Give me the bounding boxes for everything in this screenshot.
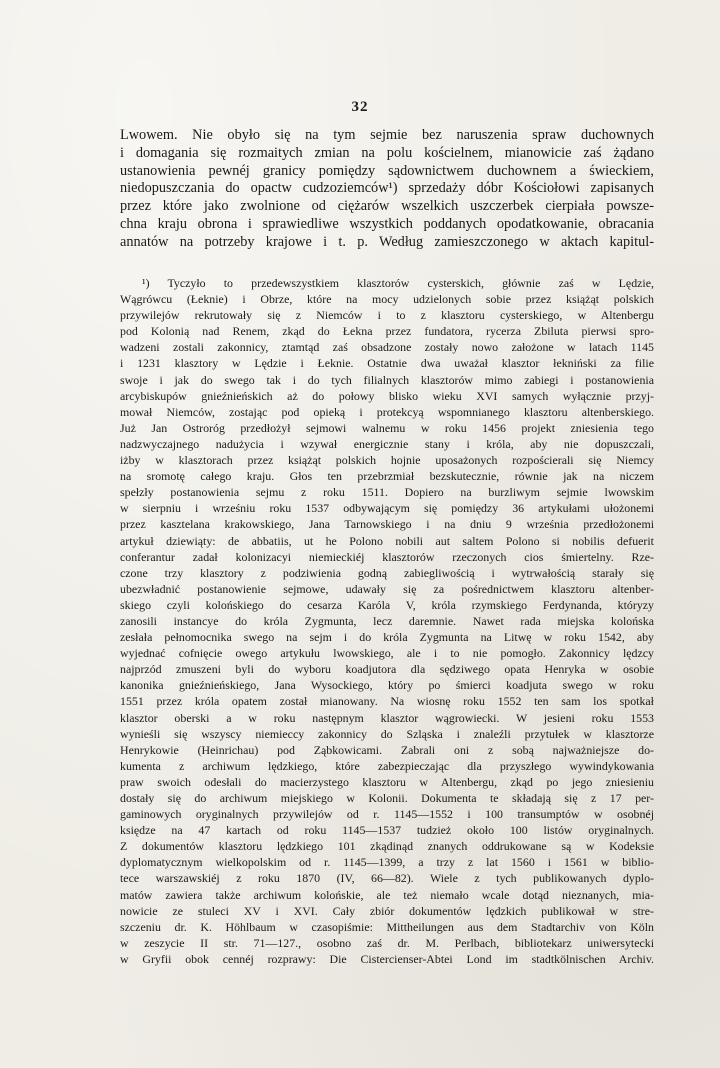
- page-number: 32: [351, 99, 369, 115]
- footnote-line: kanonika gnieźnieńskiego, Jana Wysockiego, który po śmierci koadjuta swego w roku: [120, 678, 654, 693]
- footnote-line: najprzód zmuszeni byli do wyboru koadjutora dla sędziwego opata Henryka w osobie: [120, 662, 654, 677]
- footnote-line: na sromotę całego kraju. Głos ten przebrzmiał bezskutecznie, równie jak na niczem: [120, 469, 654, 484]
- footnote-line: mował Niemców, zostając pod opieką i protekcyą wspomnianego klasztoru altenberskiego.: [120, 404, 654, 419]
- footnote-line: pod Kolonią nad Renem, zkąd do Łekna przez fundatora, rycerza Zbiluta pierwsi spro-: [120, 324, 654, 339]
- main-text-line: i domagania się rozmaitych zmian na polu kościelnem, mianowicie zaś żądano: [120, 144, 654, 161]
- footnote-line: ubezwładnić postanowienie sejmowe, udawały się za pośrednictwem klasztoru altenber-: [120, 581, 654, 596]
- footnote-line: w Gryfii obok cennéj rozprawy: Die Cistercienser-Abtei Lond im stadtkölnischen Archiv.: [120, 951, 654, 966]
- footnote-line: w zeszycie II str. 71—127., osobno zaś dr. M. Perlbach, bibliotekarz uniwersytecki: [120, 935, 654, 950]
- main-text-line: chna kraju obrona i sprawiedliwe wszystkich poddanych opodatkowanie, obracania: [120, 215, 654, 232]
- footnote-line: gaminowych oryginalnych przywilejów od r. 1145—1552 i 100 transumptów w osobnéj: [120, 807, 654, 822]
- main-text-line: annatów na potrzeby krajowe i t. p. Według zamieszczonego w aktach kapitul-: [120, 233, 654, 250]
- footnote-line: wadzeni zostali zakonnicy, ztamtąd zaś obsadzone zostały nowo założone w latach 1145: [120, 340, 654, 355]
- footnote-line: księdze na 47 kartach od roku 1145—1537 tudzież około 100 listów oryginalnych.: [120, 823, 654, 838]
- footnote-line: arcybiskupów gnieźnieńskich aż do połowy blisko wieku XVI samych wyłącznie przyj-: [120, 388, 654, 403]
- footnote-line: tece warszawskiéj z roku 1870 (IV, 66—82). Wiele z tych publikowanych dyplo-: [120, 871, 654, 886]
- main-text-line: niedopuszczania do opactw cudzoziemców¹) sprzedaży dóbr Kościołowi zapisanych: [120, 180, 654, 197]
- footnote-line: nadzwyczajnego nadużycia i wzywał energicznie stany i króla, aby nie dopuszczali,: [120, 436, 654, 451]
- footnote-line: skiego czyli kolońskiego do cesarza Karóla V, króla rzymskiego Ferdynanda, któryzy: [120, 597, 654, 612]
- footnote-line: artykuł dziewiąty: de abbatiis, ut he Polono nobili aut saltem Polono si nobilis defuerit: [120, 533, 654, 548]
- footnote-block: [120, 275, 654, 967]
- footnote-line: conferantur zadał kolonizacyi niemieckiéj klasztorów rzeczonych cios śmiertelny. Rze-: [120, 549, 654, 564]
- footnote-line: nowicie ze stuleci XV i XVI. Cały zbiór dokumentów lędzkich publikował w stre-: [120, 903, 654, 918]
- main-text-line: przez które jako zwolnione od ciężarów wszelkich uszczerbek cierpiała powsze-: [120, 198, 654, 215]
- footnote-line: iżby w klasztorach przez książąt polskich hojnie uposażonych rozpościerali się Niemcy: [120, 453, 654, 468]
- footnote-line: wyjednać cofnięcie owego artykułu lwowskiego, ale i to nie pomogło. Zakonnicy lędzcy: [120, 646, 654, 661]
- footnote-line: w sierpniu i wrześniu roku 1537 odbywającym się pomiędzy 36 artykułami ułożonemi: [120, 501, 654, 516]
- footnote-line: Wągrówcu (Łeknie) i Obrze, które na mocy udzielonych sobie przez książąt polskich: [120, 292, 654, 307]
- main-text-line: Lwowem. Nie obyło się na tym sejmie bez naruszenia spraw duchownych: [120, 127, 654, 143]
- footnote-line: zanosili instancye do króla Zygmunta, lecz daremnie. Nawet rada miejska kolońska: [120, 613, 654, 628]
- footnote-line: 1551 przez króla opatem został mianowany. Na wiosnę roku 1552 ten sam los spotkał: [120, 694, 654, 709]
- footnote-line: i 1231 klasztory w Lędzie i Łeknie. Ostatnie dwa uważał klasztor łekniński za filie: [120, 356, 654, 371]
- footnote-line: przywilejów rekrutowały się z Niemców i to z klasztoru cysterskiego, w Altenbergu: [120, 308, 654, 323]
- main-text-block: [120, 127, 654, 252]
- footnote-line: kumenta z archiwum lędzkiego, które zabezpieczając dla przyszłego wywindykowania: [120, 758, 654, 773]
- footnote-line: dostały się do archiwum miejskiego w Kolonii. Dokumenta te składają się z 17 per-: [120, 791, 654, 805]
- main-text-line: ustanowienia pewnéj granicy pomiędzy sądownictwem duchownem a świeckiem,: [120, 162, 654, 179]
- footnote-line: swoje i jak do swego tak i do tych filialnych klasztorów mimo zabiegi i postanowienia: [120, 372, 654, 387]
- footnote-line: Już Jan Ostroróg przedłożył sejmowi walnemu w roku 1456 projekt zniesienia tego: [120, 420, 654, 435]
- footnote-line: ¹) Tyczyło to przedewszystkiem klasztorów cysterskich, głównie zaś w Lędzie,: [142, 276, 654, 290]
- footnote-line: spełzły postanowienia sejmu z roku 1511. Dopiero na burzliwym sejmie lwowskim: [120, 485, 654, 500]
- footnote-line: szczeniu dr. K. Höhlbaum w czasopiśmie: Mittheilungen aus dem Stadtarchiv von Köln: [120, 919, 654, 934]
- footnote-line: matów zawiera także archiwum kolońskie, ale też niemało wcale dotąd nieznanych, mia-: [120, 887, 654, 902]
- footnote-line: klasztor oberski a w roku następnym klasztor wągrowiecki. W jesieni roku 1553: [120, 710, 654, 725]
- footnote-line: przez kasztelana krakowskiego, Jana Tarnowskiego i na dniu 9 września przedłożonemi: [120, 517, 654, 532]
- footnote-line: Z dokumentów klasztoru lędzkiego 101 zkądinąd znanych oddrukowane są w Kodeksie: [120, 839, 654, 854]
- footnote-line: wynieśli się wszyscy niemieccy zakonnicy do Szląska i znaleźli przytułek w klasztorze: [120, 726, 654, 741]
- footnote-line: zesłała pełnomocnika swego na sejm i do króla Zygmunta na Litwę w roku 1542, aby: [120, 630, 654, 645]
- footnote-line: praw swoich odesłali do macierzystego klasztoru w Altenbergu, zkąd po jego zniesieniu: [120, 774, 654, 789]
- footnote-line: dyplomatycznym wielkopolskim od r. 1145—1399, a trzy z lat 1560 i 1561 w biblio-: [120, 855, 654, 870]
- footnote-line: czone trzy klasztory z podziwienia godną zabiegliwością i wytrwałością starały się: [120, 565, 654, 580]
- footnote-line: Henrykowie (Heinrichau) pod Ząbkowicami. Zabrali oni z sobą najważniejsze do-: [120, 742, 654, 757]
